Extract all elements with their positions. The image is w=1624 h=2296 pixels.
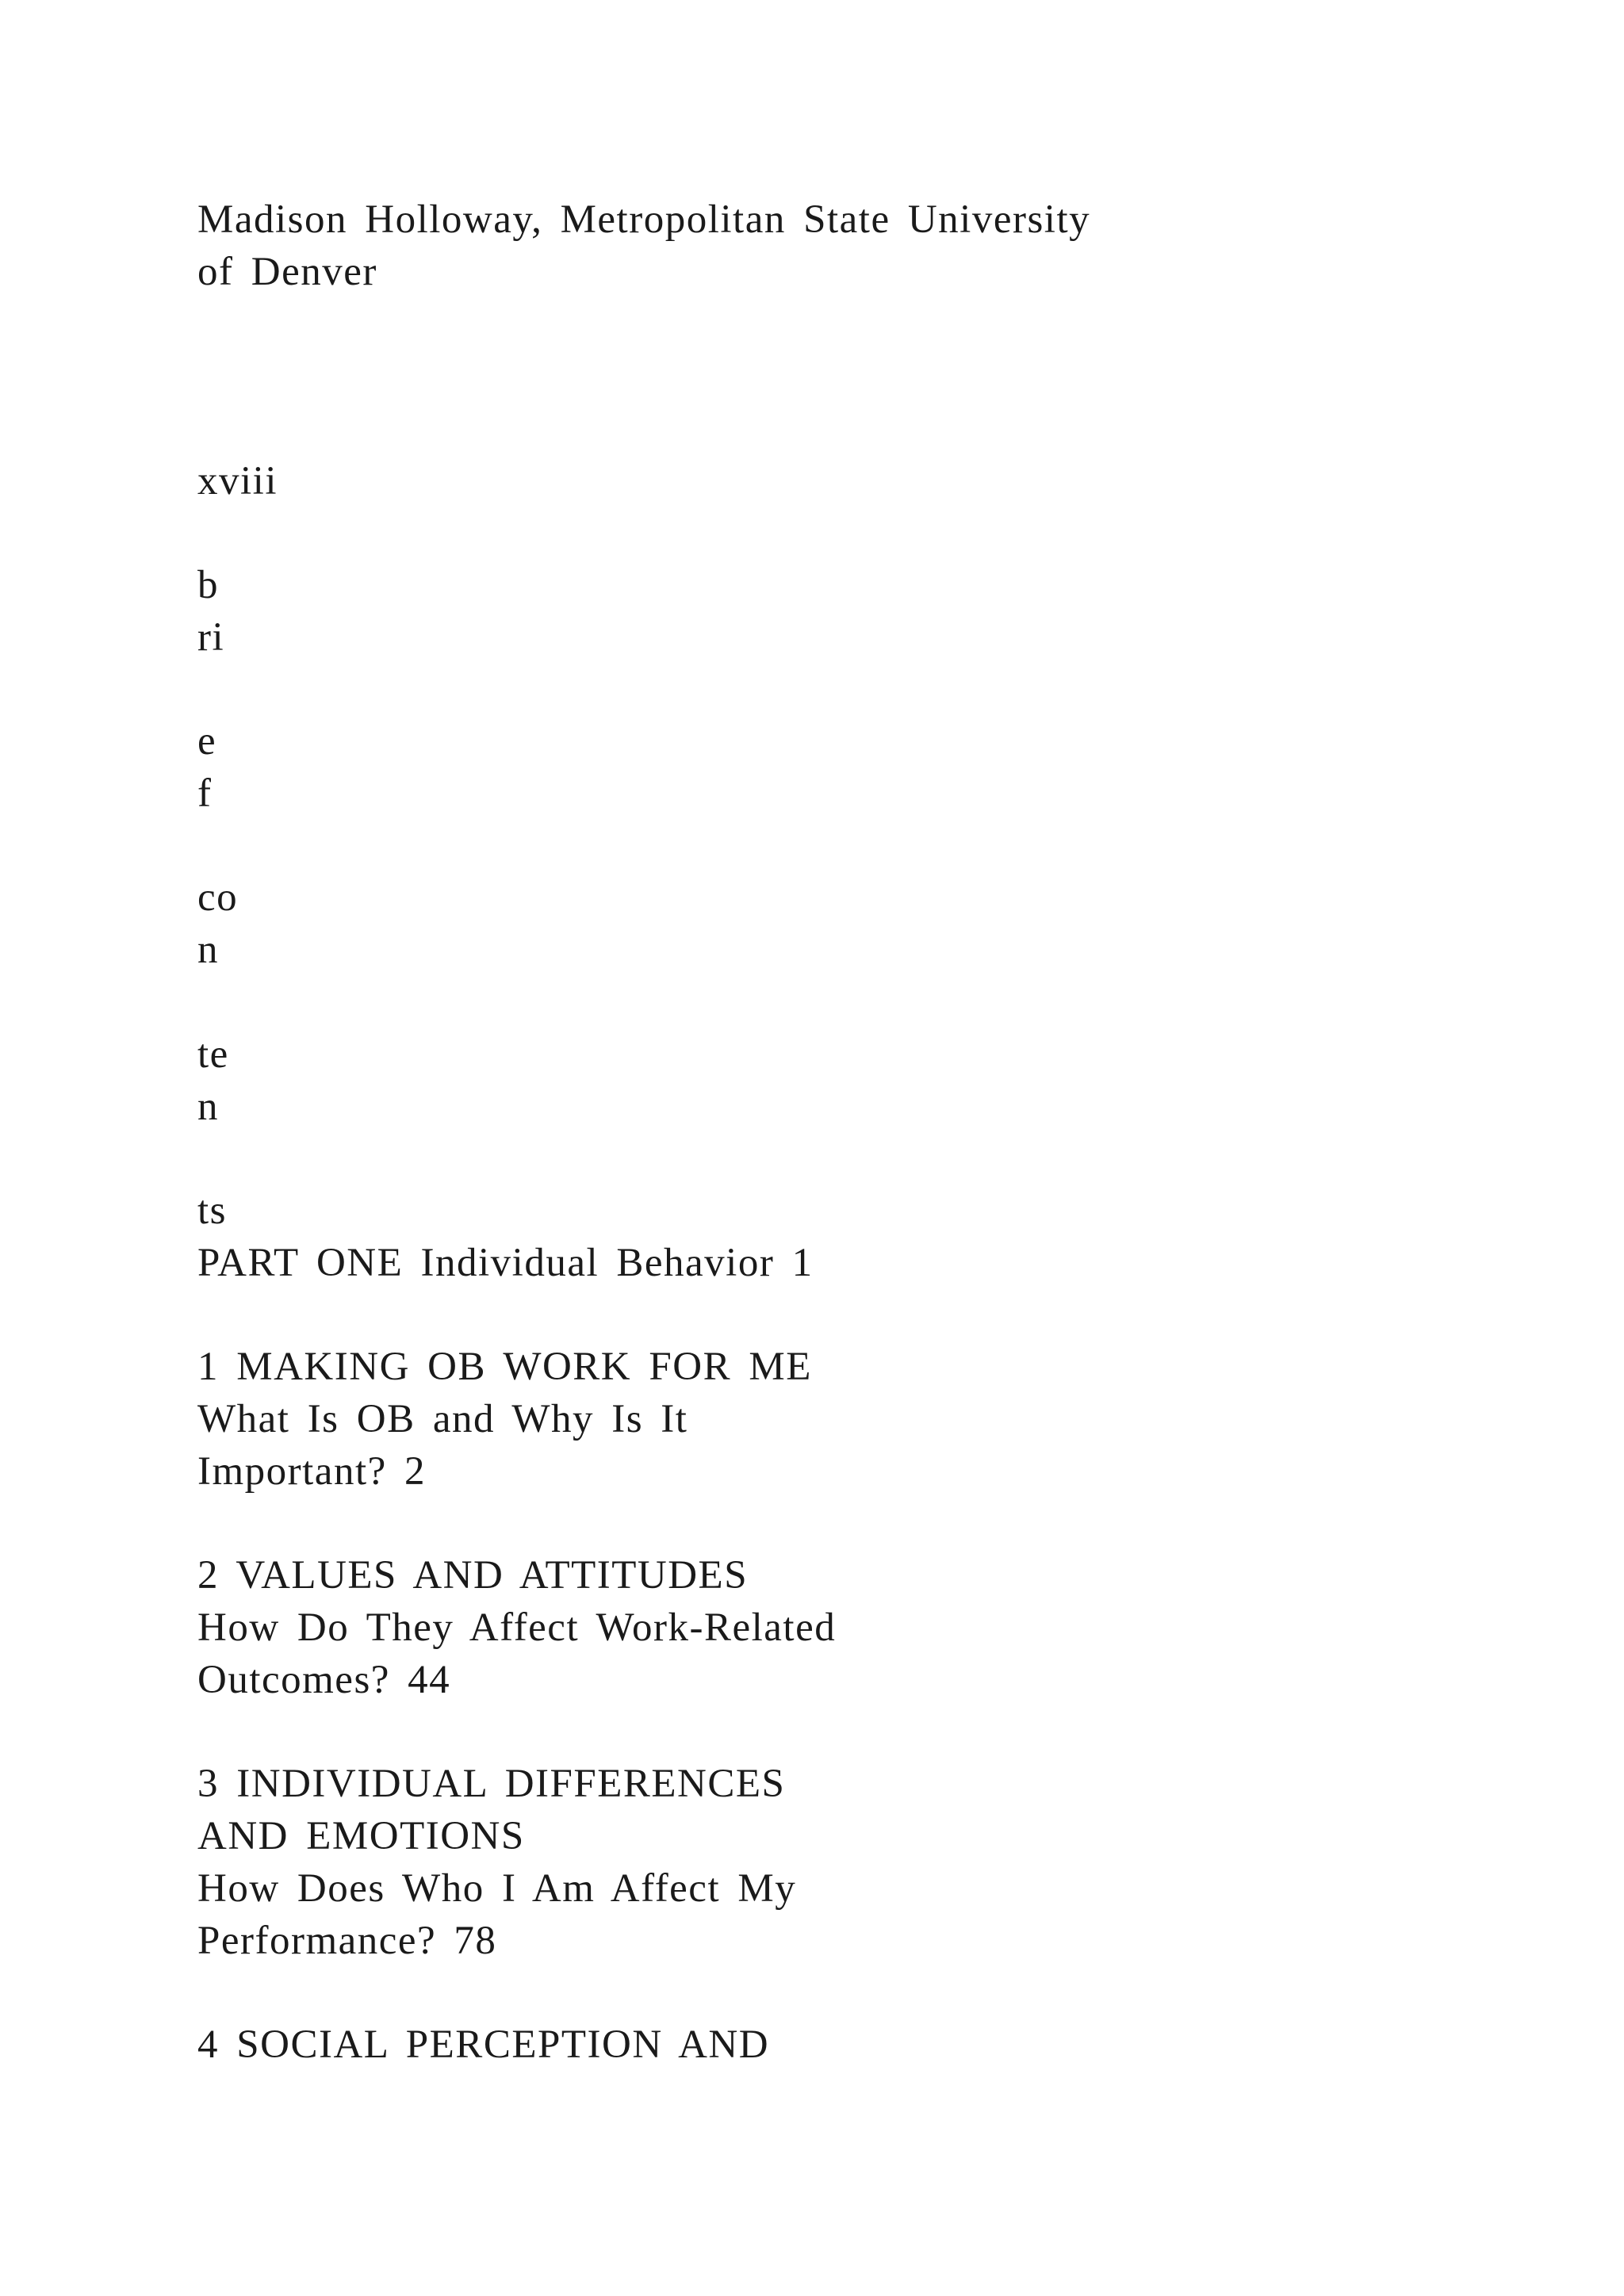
heading-fragment: n: [197, 1085, 219, 1129]
part-heading: PART ONE Individual Behavior 1: [197, 1241, 814, 1285]
chapter-title: 1 MAKING OB WORK FOR ME: [197, 1345, 812, 1389]
chapter-subtitle: What Is OB and Why Is It: [197, 1397, 688, 1441]
chapter-title-continued: AND EMOTIONS: [197, 1814, 525, 1858]
heading-fragment: n: [197, 928, 219, 972]
heading-fragment: te: [197, 1032, 229, 1077]
chapter-title: 3 INDIVIDUAL DIFFERENCES: [197, 1762, 786, 1806]
heading-fragment: ts: [197, 1188, 228, 1233]
heading-fragment: ri: [197, 615, 225, 660]
chapter-subtitle: Important? 2: [197, 1449, 426, 1494]
heading-fragment: f: [197, 771, 213, 816]
author-line-continued: of Denver: [197, 250, 377, 294]
chapter-subtitle: Outcomes? 44: [197, 1658, 451, 1702]
chapter-subtitle: How Does Who I Am Affect My: [197, 1866, 797, 1911]
chapter-title: 2 VALUES AND ATTITUDES: [197, 1553, 749, 1598]
chapter-title: 4 SOCIAL PERCEPTION AND: [197, 2022, 770, 2067]
heading-fragment: b: [197, 563, 219, 607]
heading-fragment: e: [197, 719, 217, 763]
page-number: xviii: [197, 459, 278, 503]
chapter-subtitle: Performance? 78: [197, 1919, 497, 1963]
chapter-subtitle: How Do They Affect Work-Related: [197, 1605, 837, 1650]
heading-fragment: co: [197, 875, 239, 920]
author-line: Madison Holloway, Metropolitan State University: [197, 197, 1091, 242]
